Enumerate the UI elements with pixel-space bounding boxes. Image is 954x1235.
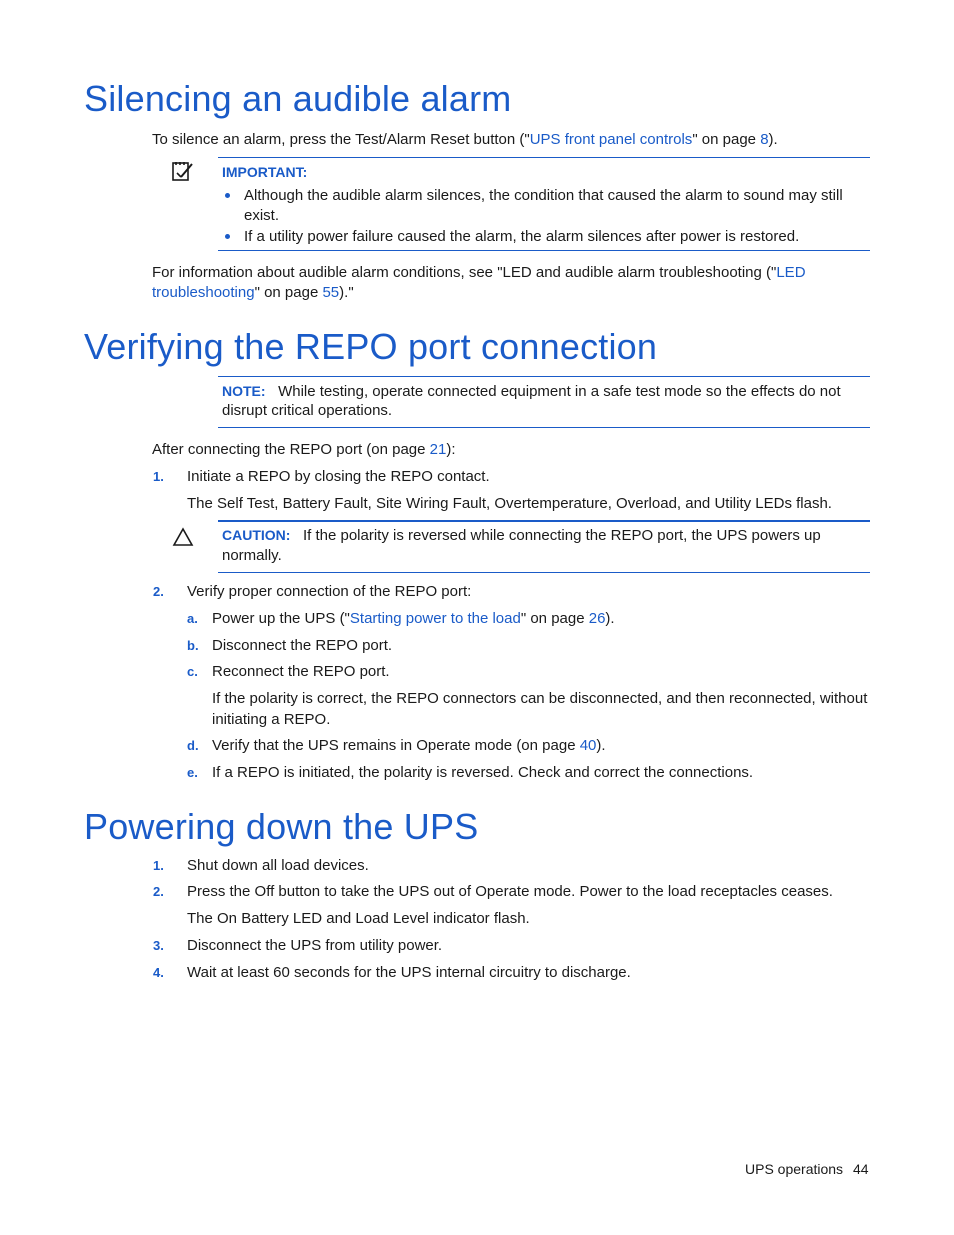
important-label: IMPORTANT: xyxy=(222,164,308,180)
step-number: 1. xyxy=(153,469,164,484)
bullet-dot xyxy=(225,193,230,198)
note-top-rule xyxy=(218,376,870,377)
caution-line-1: CAUTION: If the polarity is reversed while connecting the REPO port, the UPS powers up xyxy=(222,527,821,544)
repo-step-2: Verify proper connection of the REPO port: xyxy=(187,583,472,600)
note-label: NOTE: xyxy=(222,383,266,399)
substep-letter: c. xyxy=(187,664,198,679)
substep-letter: b. xyxy=(187,638,199,653)
heading-verifying-repo: Verifying the REPO port connection xyxy=(84,326,658,367)
footer-section-name: UPS operations xyxy=(745,1161,844,1177)
link-front-panel-controls[interactable]: UPS front panel controls xyxy=(529,131,693,148)
caution-label: CAUTION: xyxy=(222,527,291,543)
alarm-info-line-1: For information about audible alarm conditions, see "LED and audible alarm troubleshooting ("LED xyxy=(152,264,806,281)
important-bullet-1-line-2: exist. xyxy=(244,207,280,224)
step-number: 2. xyxy=(153,884,164,899)
note-line-1: NOTE: While testing, operate connected equipment in a safe test mode so the effects do not xyxy=(222,383,841,400)
caution-bottom-rule xyxy=(218,572,870,573)
silence-intro: To silence an alarm, press the Test/Alarm Reset button ("UPS front panel controls" on page 8). xyxy=(152,131,778,148)
substep-letter: a. xyxy=(187,611,198,626)
alarm-info-line-2: troubleshooting" on page 55)." xyxy=(152,284,354,301)
step-number: 2. xyxy=(153,584,164,599)
link-starting-power[interactable]: Starting power to the load xyxy=(349,610,521,627)
heading-powering-down: Powering down the UPS xyxy=(84,806,479,847)
link-led-troubleshooting-cont[interactable]: troubleshooting xyxy=(152,284,255,301)
powerdown-step-3: Disconnect the UPS from utility power. xyxy=(187,937,443,954)
heading-silencing-alarm: Silencing an audible alarm xyxy=(84,78,512,119)
note-bottom-rule xyxy=(218,427,870,428)
link-led-troubleshooting[interactable]: LED xyxy=(776,264,806,281)
important-bullet-1-line-1: Although the audible alarm silences, the condition that caused the alarm to sound may still xyxy=(244,187,843,204)
link-page-26[interactable]: 26 xyxy=(588,610,606,627)
link-page-55[interactable]: 55 xyxy=(322,284,340,301)
link-page-8[interactable]: 8 xyxy=(760,131,769,148)
repo-substep-b: Disconnect the REPO port. xyxy=(212,637,393,654)
important-top-rule xyxy=(218,157,870,158)
important-bottom-rule xyxy=(218,250,870,251)
repo-substep-c: Reconnect the REPO port. xyxy=(212,663,390,680)
powerdown-step-2-result: The On Battery LED and Load Level indicator flash. xyxy=(187,910,530,927)
step-number: 4. xyxy=(153,965,164,980)
step-number: 3. xyxy=(153,938,164,953)
powerdown-step-1: Shut down all load devices. xyxy=(187,857,369,874)
important-bullet-2: If a utility power failure caused the alarm, the alarm silences after power is restored. xyxy=(244,228,800,245)
repo-substep-c-result-1: If the polarity is correct, the REPO connectors can be disconnected, and then reconnected, without xyxy=(212,690,868,707)
caution-triangle-icon xyxy=(172,527,194,552)
repo-substep-d: Verify that the UPS remains in Operate mode (on page 40). xyxy=(212,737,606,754)
substep-letter: d. xyxy=(187,738,199,753)
powerdown-step-2: Press the Off button to take the UPS out of Operate mode. Power to the load receptacles ceases. xyxy=(187,883,833,900)
caution-line-2: normally. xyxy=(222,547,282,564)
step-number: 1. xyxy=(153,858,164,873)
repo-substep-c-result-2: initiating a REPO. xyxy=(212,711,331,728)
note-line-2: disrupt critical operations. xyxy=(222,402,393,419)
repo-substep-a: Power up the UPS ("Starting power to the load" on page 26). xyxy=(212,610,615,627)
bullet-dot xyxy=(225,234,230,239)
powerdown-step-4: Wait at least 60 seconds for the UPS internal circuitry to discharge. xyxy=(187,964,631,981)
important-note-icon xyxy=(171,160,195,187)
repo-substep-e: If a REPO is initiated, the polarity is reversed. Check and correct the connections. xyxy=(212,764,754,781)
footer-page-number: 44 xyxy=(853,1161,869,1177)
substep-letter: e. xyxy=(187,765,198,780)
link-page-40[interactable]: 40 xyxy=(579,737,597,754)
repo-step-1-result: The Self Test, Battery Fault, Site Wiring Fault, Overtemperature, Overload, and Utility LEDs flash. xyxy=(187,495,832,512)
repo-step-1: Initiate a REPO by closing the REPO contact. xyxy=(187,468,490,485)
after-connecting-text: After connecting the REPO port (on page 21): xyxy=(152,441,456,458)
caution-top-rule xyxy=(218,520,870,522)
link-page-21[interactable]: 21 xyxy=(429,441,447,458)
